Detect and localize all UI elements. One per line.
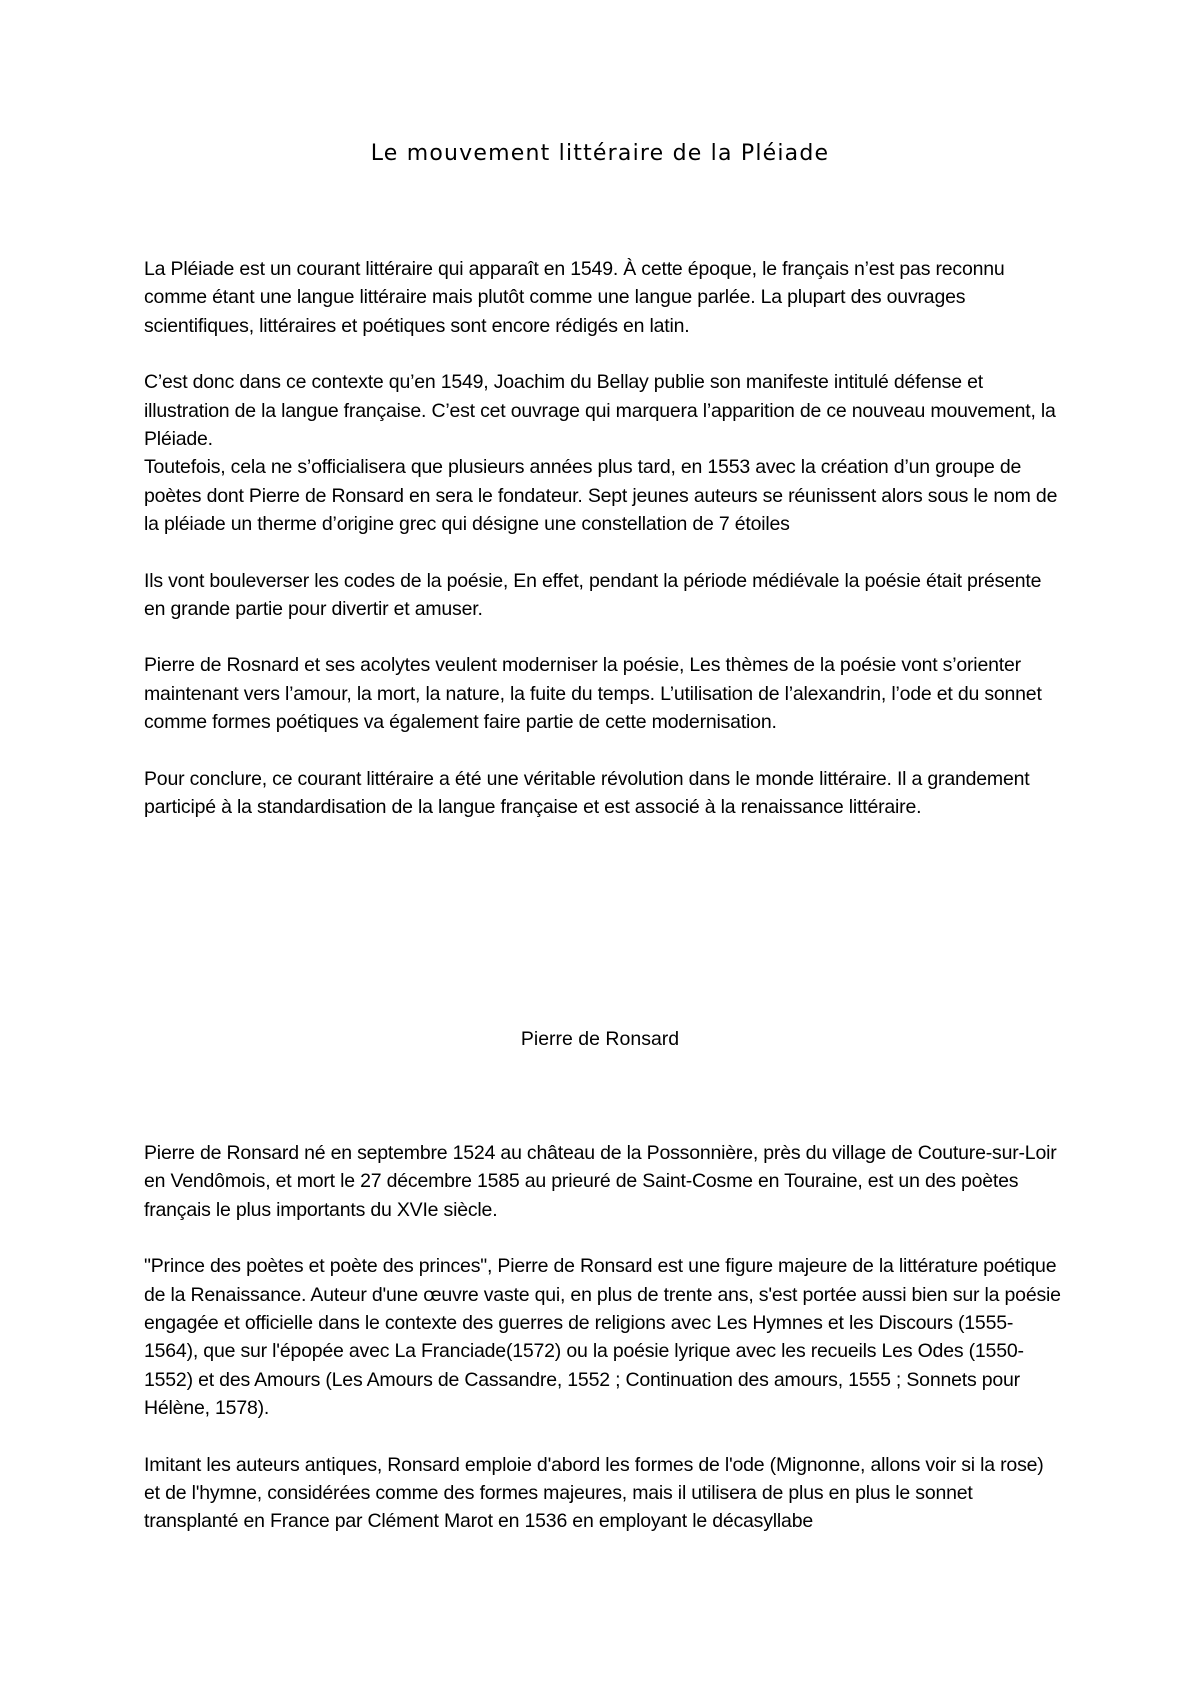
paragraph-codes: Ils vont bouleverser les codes de la poésie, En effet, pendant la période médiévale la poésie était présente en grande partie pour divertir et amuser.: [144, 569, 1042, 621]
section-subtitle: Pierre de Ronsard: [520, 1028, 680, 1050]
section-ronsard: [144, 1139, 1064, 1564]
paragraph-works: "Prince des poètes et poète des princes", Pierre de Ronsard est une figure majeure de la littérature poétique de la Renaissance. Auteur d'une œuvre vaste qui, en plus de trente ans, s'est portée aussi bien sur la poésie engagée et officielle dans le contexte des guerres de religions avec Les Hymnes et les Discours (1555-1564), que sur l'épopée avec La Franciade(1572) ou la poésie lyrique avec les recueils Les Odes (1550-1552) et des Amours (Les Amours de Cassandre, 1552 ; Continuation des amours, 1555 ; Sonnets pour Hélène, 1578).: [144, 1255, 1061, 1420]
paragraph-intro: La Pléiade est un courant littéraire qui apparaît en 1549. À cette époque, le français n’est pas reconnu comme étant une langue littéraire mais plutôt comme une langue parlée. La plupart des ouvrages scientifiques, littéraires et poétiques sont encore rédigés en latin.: [144, 258, 1005, 337]
paragraph-context: C’est donc dans ce contexte qu’en 1549, Joachim du Bellay publie son manifeste intitulé défense et illustration de la langue française. C’est cet ouvrage qui marquera l’apparition de ce nouveau mouvement, la Pléiade.: [144, 371, 1056, 451]
paragraph-biography: Pierre de Ronsard né en septembre 1524 au château de la Possonnière, près du village de Couture-sur-Loir en Vendômois, et mort le 27 décembre 1585 au prieuré de Saint-Cosme en Touraine, est un des poètes français le plus importants du XVIe siècle.: [144, 1142, 1057, 1221]
paragraph-conclusion: Pour conclure, ce courant littéraire a été une véritable révolution dans le monde littéraire. Il a grandement participé à la standardisation de la langue française et est associé à la renaissance littéraire.: [144, 767, 1030, 819]
paragraph-modernisation: Pierre de Rosnard et ses acolytes veulent moderniser la poésie, Les thèmes de la poésie vont s’orienter maintenant vers l’amour, la mort, la nature, la fuite du temps. L’utilisation de l’alexandrin, l’ode et du sonnet comme formes poétiques va également faire partie de cette modernisation.: [144, 654, 1042, 734]
section-pleiade: [144, 255, 1064, 850]
document-title: Le mouvement littéraire de la Pléiade: [370, 141, 830, 166]
paragraph-officialisation: Toutefois, cela ne s’officialisera que plusieurs années plus tard, en 1553 avec la création d’un groupe de poètes dont Pierre de Ronsard en sera le fondateur. Sept jeunes auteurs se réunissent alors sous le nom de la pléiade un therme d’origine grec qui désigne une constellation de 7 étoiles: [144, 456, 1058, 536]
paragraph-forms: Imitant les auteurs antiques, Ronsard emploie d'abord les formes de l'ode (Mignonne, allons voir si la rose) et de l'hymne, considérées comme des formes majeures, mais il utilisera de plus en plus le sonnet transplanté en France par Clément Marot en 1536 en employant le décasyllabe: [144, 1453, 1044, 1533]
